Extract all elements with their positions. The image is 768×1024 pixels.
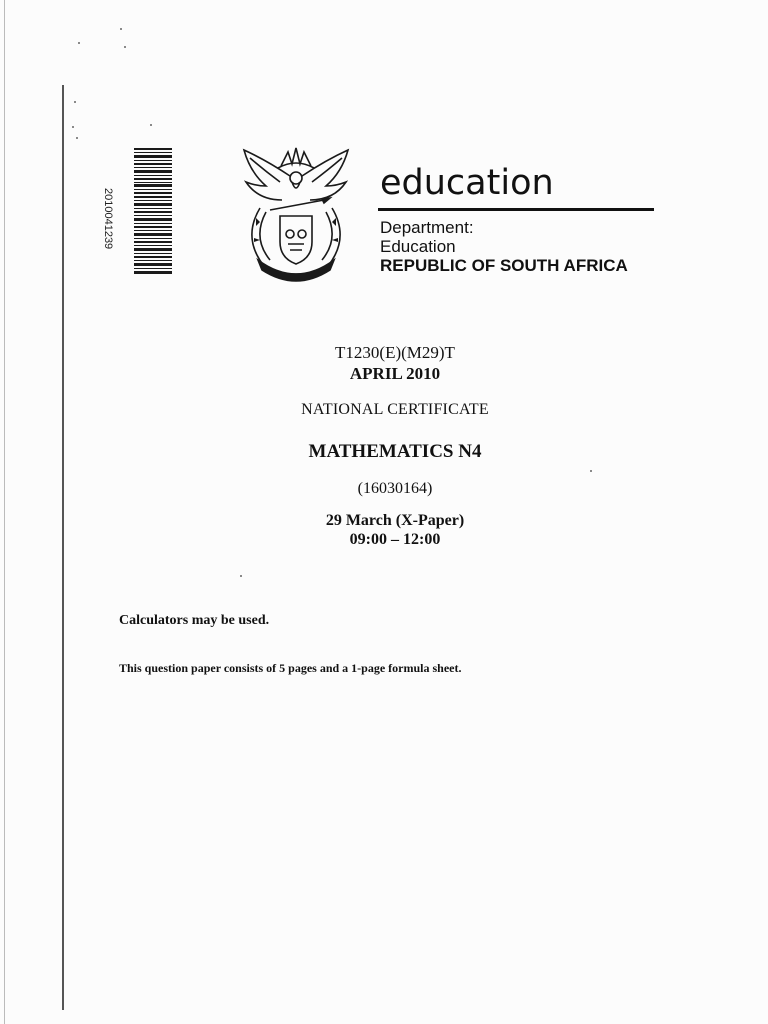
coat-of-arms-emblem bbox=[236, 142, 356, 284]
page-count-note: This question paper consists of 5 pages and a 1-page formula sheet. bbox=[119, 661, 462, 675]
barcode-graphic bbox=[120, 148, 174, 274]
department-name: Education bbox=[380, 237, 456, 256]
department-block bbox=[380, 218, 628, 275]
scan-speck bbox=[74, 101, 76, 103]
scan-speck bbox=[124, 46, 126, 48]
exam-session: APRIL 2010 bbox=[349, 364, 441, 383]
barcode-number: 2010041239 bbox=[102, 188, 114, 250]
exam-time: 09:00 – 12:00 bbox=[349, 531, 441, 548]
brand-wordmark: education bbox=[380, 163, 554, 203]
certificate-title: NATIONAL CERTIFICATE bbox=[301, 401, 489, 418]
subject-title: MATHEMATICS N4 bbox=[308, 441, 482, 462]
scan-speck bbox=[76, 137, 78, 139]
scan-speck bbox=[240, 575, 242, 577]
exam-date: 29 March (X-Paper) bbox=[325, 512, 465, 529]
calculator-note: Calculators may be used. bbox=[119, 613, 270, 628]
paper-code: T1230(E)(M29)T bbox=[335, 343, 455, 362]
subject-code: (16030164) bbox=[357, 480, 433, 497]
page-edge-line bbox=[4, 0, 5, 1024]
scan-speck bbox=[72, 126, 74, 128]
brand-underline bbox=[378, 208, 654, 211]
scan-speck bbox=[590, 470, 592, 472]
scan-speck bbox=[78, 42, 80, 44]
department-label: Department: bbox=[380, 218, 474, 237]
scan-speck bbox=[150, 124, 152, 126]
country-name: REPUBLIC OF SOUTH AFRICA bbox=[380, 256, 628, 275]
left-margin-line bbox=[62, 85, 64, 1010]
scan-speck bbox=[120, 28, 122, 30]
